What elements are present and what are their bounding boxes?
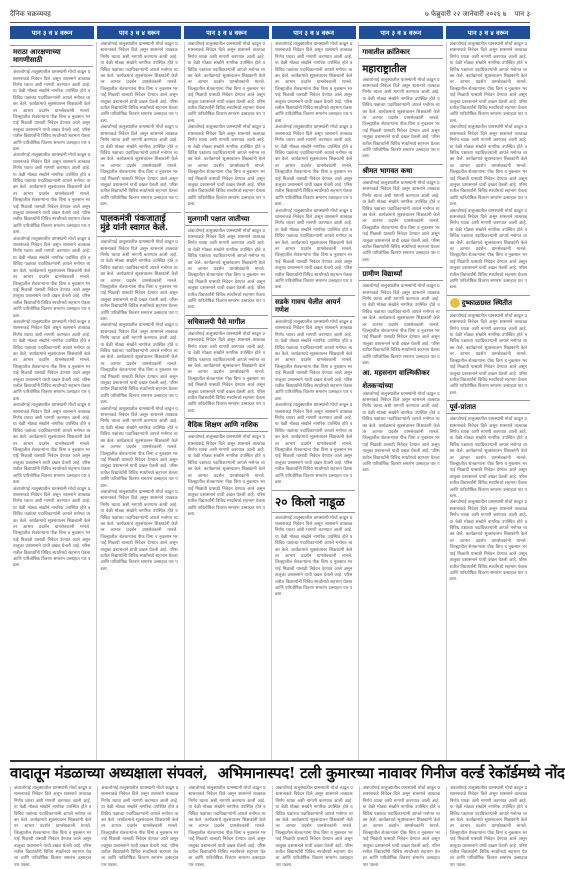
article-body: अंबाजोगाई तालुक्यातील ग्रामस्थांनी मोर्चा काढून प्रशासनाकडे निवेदन दिले असून शासनाने तात्काळ निर्णय घ्यावा अशी मागणी करण्यात आली आहे. या वेळी मोठ्या संख्येने नागरिक उपस्थित होते व विविध पक्षांच्या पदाधिकाऱ्यांनी आपले मनोगत व्यक्त केले. कार्यक्रमाचे सूत्रसंचालन शिक्षकांनी केले तर आभार प्रदर्शन ग्रामसेवकांनी मानले. जिल्ह्यातील शेतकऱ्यांना पीक विमा व नुकसान भरपाई मिळावी यासाठी निवेदन देण्यात आले असून तालुका प्रशासनाने याची दखल घेतली आहे. परिसरातील विद्यार्थ्यांनी विविध स्पर्धांमध्ये सहभाग घेतला आणि पारितोषिक वितरण समारंभ उत्साहात पार पडला.: [274, 125, 353, 208]
article-headline: गावातील क्रांतिकार: [359, 45, 442, 59]
article-headline: २० किलो नाडूळ: [272, 490, 355, 513]
bottom-column: [359, 786, 443, 868]
page-number: पान ३: [514, 9, 530, 18]
article-body: अंबाजोगाई तालुक्यातील ग्रामस्थांनी मोर्चा काढून प्रशासनाकडे निवेदन दिले असून शासनाने तात्काळ निर्णय घ्यावा अशी मागणी करण्यात आली आहे. या वेळी मोठ्या संख्येने नागरिक उपस्थित होते व विविध पक्षांच्या पदाधिकाऱ्यांनी आपले मनोगत व्यक्त केले. कार्यक्रमाचे सूत्रसंचालन शिक्षकांनी केले तर आभार प्रदर्शन ग्रामसेवकांनी मानले. जिल्ह्यातील शेतकऱ्यांना पीक विमा व नुकसान भरपाई मिळावी यासाठी निवेदन देण्यात आले असून तालुका प्रशासनाने याची दखल घेतली आहे. परिसरातील विद्यार्थ्यांनी विविध स्पर्धांमध्ये सहभाग घेतला आणि पारितोषिक वितरण समारंभ उत्साहात पार पडला.: [13, 153, 91, 236]
article-body: अंबाजोगाई तालुक्यातील ग्रामस्थांनी मोर्चा काढून प्रशासनाकडे निवेदन दिले असून शासनाने तात्काळ निर्णय घ्यावा अशी मागणी करण्यात आली आहे. या वेळी मोठ्या संख्येने नागरिक उपस्थित होते व विविध पक्षांच्या पदाधिकाऱ्यांनी आपले मनोगत व्यक्त केले. कार्यक्रमाचे सूत्रसंचालन शिक्षकांनी केले तर आभार प्रदर्शन ग्रामसेवकांनी मानले. जिल्ह्यातील शेतकऱ्यांना पीक विमा व नुकसान भरपाई मिळावी यासाठी निवेदन देण्यात आले असून तालुका प्रशासनाने याची दखल घेतली आहे. परिसरातील विद्यार्थ्यांनी विविध स्पर्धांमध्ये सहभाग घेतला आणि पारितोषिक वितरण समारंभ उत्साहात पार पडला.: [100, 489, 178, 572]
column-6: [446, 42, 530, 760]
article-body: अंबाजोगाई तालुक्यातील ग्रामस्थांनी मोर्चा काढून प्रशासनाकडे निवेदन दिले असून शासनाने तात्काळ निर्णय घ्यावा अशी मागणी करण्यात आली आहे. या वेळी मोठ्या संख्येने नागरिक उपस्थित होते व विविध पक्षांच्या पदाधिकाऱ्यांनी आपले मनोगत व्यक्त केले. कार्यक्रमाचे सूत्रसंचालन शिक्षकांनी केले तर आभार प्रदर्शन ग्रामसेवकांनी मानले. जिल्ह्यातील शेतकऱ्यांना पीक विमा व नुकसान भरपाई मिळावी यासाठी निवेदन देण्यात आले असून तालुका प्रशासनाने याची दखल घेतली आहे. परिसरातील विद्यार्थ्यांनी विविध स्पर्धांमध्ये सहभाग घेतला आणि पारितोषिक वितरण समारंभ उत्साहात पार पडला.: [362, 391, 440, 474]
article-headline: पूर्व-प्रांतात: [447, 400, 530, 414]
article-headline: मुलगामी पक्षात जातीच्या: [185, 212, 268, 226]
bottom-column: [97, 786, 181, 868]
article-body: अंबाजोगाई तालुक्यातील ग्रामस्थांनी मोर्चा काढून प्रशासनाकडे निवेदन दिले असून शासनाने तात्काळ निर्णय घ्यावा अशी मागणी करण्यात आली आहे. या वेळी मोठ्या संख्येने नागरिक उपस्थित होते व विविध पक्षांच्या पदाधिकाऱ्यांनी आपले मनोगत व्यक्त केले. कार्यक्रमाचे सूत्रसंचालन शिक्षकांनी केले तर आभार प्रदर्शन ग्रामसेवकांनी मानले. जिल्ह्यातील शेतकऱ्यांना पीक विमा व नुकसान भरपाई मिळावी यासाठी निवेदन देण्यात आले असून तालुका प्रशासनाने याची दखल घेतली आहे. परिसरातील विद्यार्थ्यांनी विविध स्पर्धांमध्ये सहभाग घेतला आणि पारितोषिक वितरण समारंभ उत्साहात पार पडला.: [100, 240, 178, 322]
column-5: [358, 42, 442, 760]
column-header-bar: [10, 26, 530, 39]
article-body: अंबाजोगाई तालुक्यातील ग्रामस्थांनी मोर्चा काढून प्रशासनाकडे निवेदन दिले असून शासनाने तात्काळ निर्णय घ्यावा अशी मागणी करण्यात आली आहे. या वेळी मोठ्या संख्येने नागरिक उपस्थित होते व विविध पक्षांच्या पदाधिकाऱ्यांनी आपले मनोगत व्यक्त केले. कार्यक्रमाचे सूत्रसंचालन शिक्षकांनी केले तर आभार प्रदर्शन ग्रामसेवकांनी मानले. जिल्ह्यातील शेतकऱ्यांना पीक विमा व नुकसान भरपाई मिळावी यासाठी निवेदन देण्यात आले असून तालुका प्रशासनाने याची दखल घेतली आहे. परिसरातील विद्यार्थ्यांनी विविध स्पर्धांमध्ये सहभाग घेतला आणि पारितोषिक वितरण समारंभ उत्साहात पार पडला.: [13, 70, 91, 152]
article-body: अंबाजोगाई तालुक्यातील ग्रामस्थांनी मोर्चा काढून प्रशासनाकडे निवेदन दिले असून शासनाने तात्काळ निर्णय घ्यावा अशी मागणी करण्यात आली आहे. या वेळी मोठ्या संख्येने नागरिक उपस्थित होते व विविध पक्षांच्या पदाधिकाऱ्यांनी आपले मनोगत व्यक्त केले. कार्यक्रमाचे सूत्रसंचालन शिक्षकांनी केले तर आभार प्रदर्शन ग्रामसेवकांनी मानले. जिल्ह्यातील शेतकऱ्यांना पीक विमा व नुकसान भरपाई मिळावी यासाठी निवेदन देण्यात आले असून तालुका प्रशासनाने याची दखल घेतली आहे. परिसरातील विद्यार्थ्यांनी विविध स्पर्धांमध्ये सहभाग घेतला आणि पारितोषिक वितरण समारंभ उत्साहात पार पडला.: [274, 403, 353, 486]
article-body: अंबाजोगाई तालुक्यातील ग्रामस्थांनी मोर्चा काढून प्रशासनाकडे निवेदन दिले असून शासनाने तात्काळ निर्णय घ्यावा अशी मागणी करण्यात आली आहे. या वेळी मोठ्या संख्येने नागरिक उपस्थित होते व विविध पक्षांच्या पदाधिकाऱ्यांनी आपले मनोगत व्यक्त केले. कार्यक्रमाचे सूत्रसंचालन शिक्षकांनी केले तर आभार प्रदर्शन ग्रामसेवकांनी मानले. जिल्ह्यातील शेतकऱ्यांना पीक विमा व नुकसान भरपाई मिळावी यासाठी निवेदन देण्यात आले असून तालुका प्रशासनाने याची दखल घेतली आहे. परिसरातील विद्यार्थ्यांनी विविध स्पर्धांमध्ये सहभाग घेतला आणि पारितोषिक वितरण समारंभ उत्साहात पार पडला.: [100, 406, 178, 489]
article-body: अंबाजोगाई तालुक्यातील ग्रामस्थांनी मोर्चा काढून प्रशासनाकडे निवेदन दिले असून शासनाने तात्काळ निर्णय घ्यावा अशी मागणी करण्यात आली आहे. या वेळी मोठ्या संख्येने नागरिक उपस्थित होते व विविध पक्षांच्या पदाधिकाऱ्यांनी आपले मनोगत व्यक्त केले. कार्यक्रमाचे सूत्रसंचालन शिक्षकांनी केले तर आभार प्रदर्शन ग्रामसेवकांनी मानले. जिल्ह्यातील शेतकऱ्यांना पीक विमा व नुकसान भरपाई मिळावी यासाठी निवेदन देण्यात आले असून तालुका प्रशासनाने याची दखल घेतली आहे. परिसरातील विद्यार्थ्यांनी विविध स्पर्धांमध्ये सहभाग घेतला आणि पारितोषिक वितरण समारंभ उत्साहात पार पडला.: [449, 500, 527, 583]
article-body: अंबाजोगाई तालुक्यातील ग्रामस्थांनी मोर्चा काढून प्रशासनाकडे निवेदन दिले असून शासनाने तात्काळ निर्णय घ्यावा अशी मागणी करण्यात आली आहे. या वेळी मोठ्या संख्येने नागरिक उपस्थित होते व विविध पक्षांच्या पदाधिकाऱ्यांनी आपले मनोगत व्यक्त केले. कार्यक्रमाचे सूत्रसंचालन शिक्षकांनी केले तर आभार प्रदर्शन ग्रामसेवकांनी मानले. जिल्ह्यातील शेतकऱ्यांना पीक विमा व नुकसान भरपाई मिळावी यासाठी निवेदन देण्यात आले असून तालुका प्रशासनाने याची दखल घेतली आहे. परिसरातील विद्यार्थ्यांनी विविध स्पर्धांमध्ये सहभाग घेतला आणि पारितोषिक वितरण समारंभ उत्साहात पार पडला.: [275, 786, 353, 868]
article-body: अंबाजोगाई तालुक्यातील ग्रामस्थांनी मोर्चा काढून प्रशासनाकडे निवेदन दिले असून शासनाने तात्काळ निर्णय घ्यावा अशी मागणी करण्यात आली आहे. या वेळी मोठ्या संख्येने नागरिक उपस्थित होते व विविध पक्षांच्या पदाधिकाऱ्यांनी आपले मनोगत व्यक्त केले. कार्यक्रमाचे सूत्रसंचालन शिक्षकांनी केले तर आभार प्रदर्शन ग्रामसेवकांनी मानले. जिल्ह्यातील शेतकऱ्यांना पीक विमा व नुकसान भरपाई मिळावी यासाठी निवेदन देण्यात आले असून तालुका प्रशासनाने याची दखल घेतली आहे. परिसरातील विद्यार्थ्यांनी विविध स्पर्धांमध्ये सहभाग घेतला आणि पारितोषिक वितरण समारंभ उत्साहात पार पडला.: [187, 228, 265, 311]
masthead-rule: [10, 22, 530, 23]
article-body: अंबाजोगाई तालुक्यातील ग्रामस्थांनी मोर्चा काढून प्रशासनाकडे निवेदन दिले असून शासनाने तात्काळ निर्णय घ्यावा अशी मागणी करण्यात आली आहे. या वेळी मोठ्या संख्येने नागरिक उपस्थित होते व विविध पक्षांच्या पदाधिकाऱ्यांनी आपले मनोगत व्यक्त केले. कार्यक्रमाचे सूत्रसंचालन शिक्षकांनी केले तर आभार प्रदर्शन ग्रामसेवकांनी मानले. जिल्ह्यातील शेतकऱ्यांना पीक विमा व नुकसान भरपाई मिळावी यासाठी निवेदन देण्यात आले असून तालुका प्रशासनाने याची दखल घेतली आहे. परिसरातील विद्यार्थ्यांनी विविध स्पर्धांमध्ये सहभाग घेतला आणि पारितोषिक वितरण समारंभ उत्साहात पार पडला.: [13, 403, 91, 486]
article-body: अंबाजोगाई तालुक्यातील ग्रामस्थांनी मोर्चा काढून प्रशासनाकडे निवेदन दिले असून शासनाने तात्काळ निर्णय घ्यावा अशी मागणी करण्यात आली आहे. या वेळी मोठ्या संख्येने नागरिक उपस्थित होते व विविध पक्षांच्या पदाधिकाऱ्यांनी आपले मनोगत व्यक्त केले. कार्यक्रमाचे सूत्रसंचालन शिक्षकांनी केले तर आभार प्रदर्शन ग्रामसेवकांनी मानले. जिल्ह्यातील शेतकऱ्यांना पीक विमा व नुकसान भरपाई मिळावी यासाठी निवेदन देण्यात आले असून तालुका प्रशासनाने याची दखल घेतली आहे. परिसरातील विद्यार्थ्यांनी विविध स्पर्धांमध्ये सहभाग घेतला आणि पारितोषिक वितरण समारंभ उत्साहात पार पडला.: [13, 319, 91, 402]
article-body: अंबाजोगाई तालुक्यातील ग्रामस्थांनी मोर्चा काढून प्रशासनाकडे निवेदन दिले असून शासनाने तात्काळ निर्णय घ्यावा अशी मागणी करण्यात आली आहे. या वेळी मोठ्या संख्येने नागरिक उपस्थित होते व विविध पक्षांच्या पदाधिकाऱ्यांनी आपले मनोगत व्यक्त केले. कार्यक्रमाचे सूत्रसंचालन शिक्षकांनी केले तर आभार प्रदर्शन ग्रामसेवकांनी मानले. जिल्ह्यातील शेतकऱ्यांना पीक विमा व नुकसान भरपाई मिळावी यासाठी निवेदन देण्यात आले असून तालुका प्रशासनाने याची दखल घेतली आहे. परिसरातील विद्यार्थ्यांनी विविध स्पर्धांमध्ये सहभाग घेतला आणि पारितोषिक वितरण समारंभ उत्साहात पार पडला.: [187, 331, 265, 414]
column-1: [10, 42, 93, 760]
column-tab: पान ३ व ४ वरून: [97, 26, 181, 39]
article-body: अंबाजोगाई तालुक्यातील ग्रामस्थांनी मोर्चा काढून प्रशासनाकडे निवेदन दिले असून शासनाने तात्काळ निर्णय घ्यावा अशी मागणी करण्यात आली आहे. या वेळी मोठ्या संख्येने नागरिक उपस्थित होते व विविध पक्षांच्या पदाधिकाऱ्यांनी आपले मनोगत व्यक्त केले. कार्यक्रमाचे सूत्रसंचालन शिक्षकांनी केले तर आभार प्रदर्शन ग्रामसेवकांनी मानले. जिल्ह्यातील शेतकऱ्यांना पीक विमा व नुकसान भरपाई मिळावी यासाठी निवेदन देण्यात आले असून तालुका प्रशासनाने याची दखल घेतली आहे. परिसरातील विद्यार्थ्यांनी विविध स्पर्धांमध्ये सहभाग घेतला आणि पारितोषिक वितरण समारंभ उत्साहात पार पडला.: [274, 208, 353, 291]
article-headline-text: दुष्काळग्रस्त स्थितीत: [461, 297, 512, 307]
banner-headline-left: वादातून मंडळाच्या अध्यक्षाला संपवलं,: [10, 764, 208, 782]
column-4: [271, 42, 355, 760]
article-body: अंबाजोगाई तालुक्यातील ग्रामस्थांनी मोर्चा काढून प्रशासनाकडे निवेदन दिले असून शासनाने तात्काळ निर्णय घ्यावा अशी मागणी करण्यात आली आहे. या वेळी मोठ्या संख्येने नागरिक उपस्थित होते व विविध पक्षांच्या पदाधिकाऱ्यांनी आपले मनोगत व्यक्त केले. कार्यक्रमाचे सूत्रसंचालन शिक्षकांनी केले तर आभार प्रदर्शन ग्रामसेवकांनी मानले. जिल्ह्यातील शेतकऱ्यांना पीक विमा व नुकसान भरपाई मिळावी यासाठी निवेदन देण्यात आले असून तालुका प्रशासनाने याची दखल घेतली आहे. परिसरातील विद्यार्थ्यांनी विविध स्पर्धांमध्ये सहभाग घेतला आणि पारितोषिक वितरण समारंभ उत्साहात पार पडला.: [14, 786, 92, 868]
article-body: अंबाजोगाई तालुक्यातील ग्रामस्थांनी मोर्चा काढून प्रशासनाकडे निवेदन दिले असून शासनाने तात्काळ निर्णय घ्यावा अशी मागणी करण्यात आली आहे. या वेळी मोठ्या संख्येने नागरिक उपस्थित होते व विविध पक्षांच्या पदाधिकाऱ्यांनी आपले मनोगत व्यक्त केले. कार्यक्रमाचे सूत्रसंचालन शिक्षकांनी केले तर आभार प्रदर्शन ग्रामसेवकांनी मानले. जिल्ह्यातील शेतकऱ्यांना पीक विमा व नुकसान भरपाई मिळावी यासाठी निवेदन देण्यात आले असून तालुका प्रशासनाने याची दखल घेतली आहे. परिसरातील विद्यार्थ्यांनी विविध स्पर्धांमध्ये सहभाग घेतला आणि पारितोषिक वितरण समारंभ उत्साहात पार पडला.: [449, 313, 527, 396]
column-tab: पान ३ व ४ वरून: [10, 26, 94, 39]
article-body: अंबाजोगाई तालुक्यातील ग्रामस्थांनी मोर्चा काढून प्रशासनाकडे निवेदन दिले असून शासनाने तात्काळ निर्णय घ्यावा अशी मागणी करण्यात आली आहे. या वेळी मोठ्या संख्येने नागरिक उपस्थित होते व विविध पक्षांच्या पदाधिकाऱ्यांनी आपले मनोगत व्यक्त केले. कार्यक्रमाचे सूत्रसंचालन शिक्षकांनी केले तर आभार प्रदर्शन ग्रामसेवकांनी मानले. जिल्ह्यातील शेतकऱ्यांना पीक विमा व नुकसान भरपाई मिळावी यासाठी निवेदन देण्यात आले असून तालुका प्रशासनाने याची दखल घेतली आहे. परिसरातील विद्यार्थ्यांनी विविध स्पर्धांमध्ये सहभाग घेतला आणि पारितोषिक वितरण समारंभ उत्साहात पार पडला.: [449, 208, 527, 291]
article-body: अंबाजोगाई तालुक्यातील ग्रामस्थांनी मोर्चा काढून प्रशासनाकडे निवेदन दिले असून शासनाने तात्काळ निर्णय घ्यावा अशी मागणी करण्यात आली आहे. या वेळी मोठ्या संख्येने नागरिक उपस्थित होते व विविध पक्षांच्या पदाधिकाऱ्यांनी आपले मनोगत व्यक्त केले. कार्यक्रमाचे सूत्रसंचालन शिक्षकांनी केले तर आभार प्रदर्शन ग्रामसेवकांनी मानले. जिल्ह्यातील शेतकऱ्यांना पीक विमा व नुकसान भरपाई मिळावी यासाठी निवेदन देण्यात आले असून तालुका प्रशासनाने याची दखल घेतली आहे. परिसरातील विद्यार्थ्यांनी विविध स्पर्धांमध्ये सहभाग घेतला आणि पारितोषिक वितरण समारंभ उत्साहात पार पडला.: [187, 42, 265, 124]
article-headline: मराठा आरक्षणाच्या मागणीसाठी: [10, 45, 93, 67]
article-body: अंबाजोगाई तालुक्यातील ग्रामस्थांनी मोर्चा काढून प्रशासनाकडे निवेदन दिले असून शासनाने तात्काळ निर्णय घ्यावा अशी मागणी करण्यात आली आहे. या वेळी मोठ्या संख्येने नागरिक उपस्थित होते व विविध पक्षांच्या पदाधिकाऱ्यांनी आपले मनोगत व्यक्त केले. कार्यक्रमाचे सूत्रसंचालन शिक्षकांनी केले तर आभार प्रदर्शन ग्रामसेवकांनी मानले. जिल्ह्यातील शेतकऱ्यांना पीक विमा व नुकसान भरपाई मिळावी यासाठी निवेदन देण्यात आले असून तालुका प्रशासनाने याची दखल घेतली आहे. परिसरातील विद्यार्थ्यांनी विविध स्पर्धांमध्ये सहभाग घेतला आणि पारितोषिक वितरण समारंभ उत्साहात पार पडला.: [362, 180, 440, 263]
article-body: अंबाजोगाई तालुक्यातील ग्रामस्थांनी मोर्चा काढून प्रशासनाकडे निवेदन दिले असून शासनाने तात्काळ निर्णय घ्यावा अशी मागणी करण्यात आली आहे. या वेळी मोठ्या संख्येने नागरिक उपस्थित होते व विविध पक्षांच्या पदाधिकाऱ्यांनी आपले मनोगत व्यक्त केले. कार्यक्रमाचे सूत्रसंचालन शिक्षकांनी केले तर आभार प्रदर्शन ग्रामसेवकांनी मानले. जिल्ह्यातील शेतकऱ्यांना पीक विमा व नुकसान भरपाई मिळावी यासाठी निवेदन देण्यात आले असून तालुका प्रशासनाने याची दखल घेतली आहे. परिसरातील विद्यार्थ्यांनी विविध स्पर्धांमध्ये सहभाग घेतला आणि पारितोषिक वितरण समारंभ उत्साहात पार पडला.: [188, 786, 266, 868]
bottom-column: [184, 786, 268, 868]
article-headline: श्रीमत भागवत कथा: [359, 164, 442, 178]
article-columns: [10, 42, 530, 760]
article-headline: वैदिक शिक्षण आणि नाशिक: [185, 418, 268, 432]
article-body: अंबाजोगाई तालुक्यातील ग्रामस्थांनी मोर्चा काढून प्रशासनाकडे निवेदन दिले असून शासनाने तात्काळ निर्णय घ्यावा अशी मागणी करण्यात आली आहे. या वेळी मोठ्या संख्येने नागरिक उपस्थित होते व विविध पक्षांच्या पदाधिकाऱ्यांनी आपले मनोगत व्यक्त केले. कार्यक्रमाचे सूत्रसंचालन शिक्षकांनी केले तर आभार प्रदर्शन ग्रामसेवकांनी मानले. जिल्ह्यातील शेतकऱ्यांना पीक विमा व नुकसान भरपाई मिळावी यासाठी निवेदन देण्यात आले असून तालुका प्रशासनाने याची दखल घेतली आहे. परिसरातील विद्यार्थ्यांनी विविध स्पर्धांमध्ये सहभाग घेतला आणि पारितोषिक वितरण समारंभ उत्साहात पार पडला.: [449, 42, 527, 124]
article-body: अंबाजोगाई तालुक्यातील ग्रामस्थांनी मोर्चा काढून प्रशासनाकडे निवेदन दिले असून शासनाने तात्काळ निर्णय घ्यावा अशी मागणी करण्यात आली आहे. या वेळी मोठ्या संख्येने नागरिक उपस्थित होते व विविध पक्षांच्या पदाधिकाऱ्यांनी आपले मनोगत व्यक्त केले. कार्यक्रमाचे सूत्रसंचालन शिक्षकांनी केले तर आभार प्रदर्शन ग्रामसेवकांनी मानले. जिल्ह्यातील शेतकऱ्यांना पीक विमा व नुकसान भरपाई मिळावी यासाठी निवेदन देण्यात आले असून तालुका प्रशासनाने याची दखल घेतली आहे. परिसरातील विद्यार्थ्यांनी विविध स्पर्धांमध्ये सहभाग घेतला आणि पारितोषिक वितरण समारंभ उत्साहात पार पडला.: [187, 435, 265, 518]
article-body: अंबाजोगाई तालुक्यातील ग्रामस्थांनी मोर्चा काढून प्रशासनाकडे निवेदन दिले असून शासनाने तात्काळ निर्णय घ्यावा अशी मागणी करण्यात आली आहे. या वेळी मोठ्या संख्येने नागरिक उपस्थित होते व विविध पक्षांच्या पदाधिकाऱ्यांनी आपले मनोगत व्यक्त केले. कार्यक्रमाचे सूत्रसंचालन शिक्षकांनी केले तर आभार प्रदर्शन ग्रामसेवकांनी मानले. जिल्ह्यातील शेतकऱ्यांना पीक विमा व नुकसान भरपाई मिळावी यासाठी निवेदन देण्यात आले असून तालुका प्रशासनाने याची दखल घेतली आहे. परिसरातील विद्यार्थ्यांनी विविध स्पर्धांमध्ये सहभाग घेतला आणि पारितोषिक वितरण समारंभ उत्साहात पार पडला.: [100, 125, 178, 208]
article-body: अंबाजोगाई तालुक्यातील ग्रामस्थांनी मोर्चा काढून प्रशासनाकडे निवेदन दिले असून शासनाने तात्काळ निर्णय घ्यावा अशी मागणी करण्यात आली आहे. या वेळी मोठ्या संख्येने नागरिक उपस्थित होते व विविध पक्षांच्या पदाधिकाऱ्यांनी आपले मनोगत व्यक्त केले. कार्यक्रमाचे सूत्रसंचालन शिक्षकांनी केले तर आभार प्रदर्शन ग्रामसेवकांनी मानले. जिल्ह्यातील शेतकऱ्यांना पीक विमा व नुकसान भरपाई मिळावी यासाठी निवेदन देण्यात आले असून तालुका प्रशासनाने याची दखल घेतली आहे. परिसरातील विद्यार्थ्यांनी विविध स्पर्धांमध्ये सहभाग घेतला आणि पारितोषिक वितरण समारंभ उत्साहात पार पडला.: [362, 786, 440, 868]
article-body: अंबाजोगाई तालुक्यातील ग्रामस्थांनी मोर्चा काढून प्रशासनाकडे निवेदन दिले असून शासनाने तात्काळ निर्णय घ्यावा अशी मागणी करण्यात आली आहे. या वेळी मोठ्या संख्येने नागरिक उपस्थित होते व विविध पक्षांच्या पदाधिकाऱ्यांनी आपले मनोगत व्यक्त केले. कार्यक्रमाचे सूत्रसंचालन शिक्षकांनी केले तर आभार प्रदर्शन ग्रामसेवकांनी मानले. जिल्ह्यातील शेतकऱ्यांना पीक विमा व नुकसान भरपाई मिळावी यासाठी निवेदन देण्यात आले असून तालुका प्रशासनाने याची दखल घेतली आहे. परिसरातील विद्यार्थ्यांनी विविध स्पर्धांमध्ये सहभाग घेतला आणि पारितोषिक वितरण समारंभ उत्साहात पार पडला.: [274, 515, 353, 598]
article-headline: ग्रामीण विद्यार्थ्यां: [359, 267, 442, 281]
article-headline: सचिवालयी पैसे मागील: [185, 315, 268, 329]
bottom-column: [272, 786, 356, 868]
bottom-banner: [10, 762, 565, 784]
article-body: अंबाजोगाई तालुक्यातील ग्रामस्थांनी मोर्चा काढून प्रशासनाकडे निवेदन दिले असून शासनाने तात्काळ निर्णय घ्यावा अशी मागणी करण्यात आली आहे. या वेळी मोठ्या संख्येने नागरिक उपस्थित होते व विविध पक्षांच्या पदाधिकाऱ्यांनी आपले मनोगत व्यक्त केले. कार्यक्रमाचे सूत्रसंचालन शिक्षकांनी केले तर आभार प्रदर्शन ग्रामसेवकांनी मानले. जिल्ह्यातील शेतकऱ्यांना पीक विमा व नुकसान भरपाई मिळावी यासाठी निवेदन देण्यात आले असून तालुका प्रशासनाने याची दखल घेतली आहे. परिसरातील विद्यार्थ्यांनी विविध स्पर्धांमध्ये सहभाग घेतला आणि पारितोषिक वितरण समारंभ उत्साहात पार पडला.: [362, 284, 440, 367]
bottom-column: [10, 786, 94, 868]
article-body: अंबाजोगाई तालुक्यातील ग्रामस्थांनी मोर्चा काढून प्रशासनाकडे निवेदन दिले असून शासनाने तात्काळ निर्णय घ्यावा अशी मागणी करण्यात आली आहे. या वेळी मोठ्या संख्येने नागरिक उपस्थित होते व विविध पक्षांच्या पदाधिकाऱ्यांनी आपले मनोगत व्यक्त केले. कार्यक्रमाचे सूत्रसंचालन शिक्षकांनी केले तर आभार प्रदर्शन ग्रामसेवकांनी मानले. जिल्ह्यातील शेतकऱ्यांना पीक विमा व नुकसान भरपाई मिळावी यासाठी निवेदन देण्यात आले असून तालुका प्रशासनाने याची दखल घेतली आहे. परिसरातील विद्यार्थ्यांनी विविध स्पर्धांमध्ये सहभाग घेतला आणि पारितोषिक वितरण समारंभ उत्साहात पार पडला.: [449, 125, 527, 208]
article-headline: महाराष्ट्रातील: [362, 64, 407, 76]
article-body: अंबाजोगाई तालुक्यातील ग्रामस्थांनी मोर्चा काढून प्रशासनाकडे निवेदन दिले असून शासनाने तात्काळ निर्णय घ्यावा अशी मागणी करण्यात आली आहे. या वेळी मोठ्या संख्येने नागरिक उपस्थित होते व विविध पक्षांच्या पदाधिकाऱ्यांनी आपले मनोगत व्यक्त केले. कार्यक्रमाचे सूत्रसंचालन शिक्षकांनी केले तर आभार प्रदर्शन ग्रामसेवकांनी मानले. जिल्ह्यातील शेतकऱ्यांना पीक विमा व नुकसान भरपाई मिळावी यासाठी निवेदन देण्यात आले असून तालुका प्रशासनाने याची दखल घेतली आहे. परिसरातील विद्यार्थ्यांनी विविध स्पर्धांमध्ये सहभाग घेतला आणि पारितोषिक वितरण समारंभ उत्साहात पार पडला.: [13, 236, 91, 319]
article-headline: सडके गावच चेलीत आयर्न गणेश: [272, 295, 355, 317]
article-body: अंबाजोगाई तालुक्यातील ग्रामस्थांनी मोर्चा काढून प्रशासनाकडे निवेदन दिले असून शासनाने तात्काळ निर्णय घ्यावा अशी मागणी करण्यात आली आहे. या वेळी मोठ्या संख्येने नागरिक उपस्थित होते व विविध पक्षांच्या पदाधिकाऱ्यांनी आपले मनोगत व्यक्त केले. कार्यक्रमाचे सूत्रसंचालन शिक्षकांनी केले तर आभार प्रदर्शन ग्रामसेवकांनी मानले. जिल्ह्यातील शेतकऱ्यांना पीक विमा व नुकसान भरपाई मिळावी यासाठी निवेदन देण्यात आले असून तालुका प्रशासनाने याची दखल घेतली आहे. परिसरातील विद्यार्थ्यांनी विविध स्पर्धांमध्ये सहभाग घेतला आणि पारितोषिक वितरण समारंभ उत्साहात पार पडला.: [274, 319, 353, 402]
article-body: अंबाजोगाई तालुक्यातील ग्रामस्थांनी मोर्चा काढून प्रशासनाकडे निवेदन दिले असून शासनाने तात्काळ निर्णय घ्यावा अशी मागणी करण्यात आली आहे. या वेळी मोठ्या संख्येने नागरिक उपस्थित होते व विविध पक्षांच्या पदाधिकाऱ्यांनी आपले मनोगत व्यक्त केले. कार्यक्रमाचे सूत्रसंचालन शिक्षकांनी केले तर आभार प्रदर्शन ग्रामसेवकांनी मानले. जिल्ह्यातील शेतकऱ्यांना पीक विमा व नुकसान भरपाई मिळावी यासाठी निवेदन देण्यात आले असून तालुका प्रशासनाने याची दखल घेतली आहे. परिसरातील विद्यार्थ्यांनी विविध स्पर्धांमध्ये सहभाग घेतला आणि पारितोषिक वितरण समारंभ उत्साहात पार पडला.: [449, 786, 528, 868]
column-tab: पान ३ व ४ वरून: [184, 26, 268, 39]
column-tab: पान ३ व ४ वरून: [446, 26, 530, 39]
column-tab: पान ३ व ४ वरून: [359, 26, 443, 39]
article-body: अंबाजोगाई तालुक्यातील ग्रामस्थांनी मोर्चा काढून प्रशासनाकडे निवेदन दिले असून शासनाने तात्काळ निर्णय घ्यावा अशी मागणी करण्यात आली आहे. या वेळी मोठ्या संख्येने नागरिक उपस्थित होते व विविध पक्षांच्या पदाधिकाऱ्यांनी आपले मनोगत व्यक्त केले. कार्यक्रमाचे सूत्रसंचालन शिक्षकांनी केले तर आभार प्रदर्शन ग्रामसेवकांनी मानले. जिल्ह्यातील शेतकऱ्यांना पीक विमा व नुकसान भरपाई मिळावी यासाठी निवेदन देण्यात आले असून तालुका प्रशासनाने याची दखल घेतली आहे. परिसरातील विद्यार्थ्यांनी विविध स्पर्धांमध्ये सहभाग घेतला आणि पारितोषिक वितरण समारंभ उत्साहात पार पडला.: [362, 77, 440, 160]
sun-icon: [450, 298, 460, 308]
article-body: अंबाजोगाई तालुक्यातील ग्रामस्थांनी मोर्चा काढून प्रशासनाकडे निवेदन दिले असून शासनाने तात्काळ निर्णय घ्यावा अशी मागणी करण्यात आली आहे. या वेळी मोठ्या संख्येने नागरिक उपस्थित होते व विविध पक्षांच्या पदाधिकाऱ्यांनी आपले मनोगत व्यक्त केले. कार्यक्रमाचे सूत्रसंचालन शिक्षकांनी केले तर आभार प्रदर्शन ग्रामसेवकांनी मानले. जिल्ह्यातील शेतकऱ्यांना पीक विमा व नुकसान भरपाई मिळावी यासाठी निवेदन देण्यात आले असून तालुका प्रशासनाने याची दखल घेतली आहे. परिसरातील विद्यार्थ्यांनी विविध स्पर्धांमध्ये सहभाग घेतला आणि पारितोषिक वितरण समारंभ उत्साहात पार पडला.: [100, 323, 178, 406]
article-body: अंबाजोगाई तालुक्यातील ग्रामस्थांनी मोर्चा काढून प्रशासनाकडे निवेदन दिले असून शासनाने तात्काळ निर्णय घ्यावा अशी मागणी करण्यात आली आहे. या वेळी मोठ्या संख्येने नागरिक उपस्थित होते व विविध पक्षांच्या पदाधिकाऱ्यांनी आपले मनोगत व्यक्त केले. कार्यक्रमाचे सूत्रसंचालन शिक्षकांनी केले तर आभार प्रदर्शन ग्रामसेवकांनी मानले. जिल्ह्यातील शेतकऱ्यांना पीक विमा व नुकसान भरपाई मिळावी यासाठी निवेदन देण्यात आले असून तालुका प्रशासनाने याची दखल घेतली आहे. परिसरातील विद्यार्थ्यांनी विविध स्पर्धांमध्ये सहभाग घेतला आणि पारितोषिक वितरण समारंभ उत्साहात पार पडला.: [187, 125, 265, 208]
column-2: [96, 42, 180, 760]
column-3: [184, 42, 268, 760]
article-body: अंबाजोगाई तालुक्यातील ग्रामस्थांनी मोर्चा काढून प्रशासनाकडे निवेदन दिले असून शासनाने तात्काळ निर्णय घ्यावा अशी मागणी करण्यात आली आहे. या वेळी मोठ्या संख्येने नागरिक उपस्थित होते व विविध पक्षांच्या पदाधिकाऱ्यांनी आपले मनोगत व्यक्त केले. कार्यक्रमाचे सूत्रसंचालन शिक्षकांनी केले तर आभार प्रदर्शन ग्रामसेवकांनी मानले. जिल्ह्यातील शेतकऱ्यांना पीक विमा व नुकसान भरपाई मिळावी यासाठी निवेदन देण्यात आले असून तालुका प्रशासनाने याची दखल घेतली आहे. परिसरातील विद्यार्थ्यांनी विविध स्पर्धांमध्ये सहभाग घेतला आणि पारितोषिक वितरण समारंभ उत्साहात पार पडला.: [100, 42, 178, 124]
masthead: [10, 7, 530, 21]
issue-date: ७ फेब्रुवारी २२ जानेवारी २०२६ ७: [425, 9, 507, 18]
article-headline: [447, 295, 530, 311]
banner-headline-right: अभिमानास्पद! टली कुमारच्या नावावर गिनीज वर्ल्ड रेकॉर्डमध्ये नोंद: [217, 764, 565, 782]
article-headline: आ. महसनाग वाल्मिकीकर: [362, 368, 430, 378]
article-body: अंबाजोगाई तालुक्यातील ग्रामस्थांनी मोर्चा काढून प्रशासनाकडे निवेदन दिले असून शासनाने तात्काळ निर्णय घ्यावा अशी मागणी करण्यात आली आहे. या वेळी मोठ्या संख्येने नागरिक उपस्थित होते व विविध पक्षांच्या पदाधिकाऱ्यांनी आपले मनोगत व्यक्त केले. कार्यक्रमाचे सूत्रसंचालन शिक्षकांनी केले तर आभार प्रदर्शन ग्रामसेवकांनी मानले. जिल्ह्यातील शेतकऱ्यांना पीक विमा व नुकसान भरपाई मिळावी यासाठी निवेदन देण्यात आले असून तालुका प्रशासनाने याची दखल घेतली आहे. परिसरातील विद्यार्थ्यांनी विविध स्पर्धांमध्ये सहभाग घेतला आणि पारितोषिक वितरण समारंभ उत्साहात पार पडला.: [449, 417, 527, 500]
article-body: अंबाजोगाई तालुक्यातील ग्रामस्थांनी मोर्चा काढून प्रशासनाकडे निवेदन दिले असून शासनाने तात्काळ निर्णय घ्यावा अशी मागणी करण्यात आली आहे. या वेळी मोठ्या संख्येने नागरिक उपस्थित होते व विविध पक्षांच्या पदाधिकाऱ्यांनी आपले मनोगत व्यक्त केले. कार्यक्रमाचे सूत्रसंचालन शिक्षकांनी केले तर आभार प्रदर्शन ग्रामसेवकांनी मानले. जिल्ह्यातील शेतकऱ्यांना पीक विमा व नुकसान भरपाई मिळावी यासाठी निवेदन देण्यात आले असून तालुका प्रशासनाने याची दखल घेतली आहे. परिसरातील विद्यार्थ्यांनी विविध स्पर्धांमध्ये सहभाग घेतला आणि पारितोषिक वितरण समारंभ उत्साहात पार पडला.: [274, 42, 353, 124]
newspaper-name: दैनिक चक्रव्यवह: [10, 9, 51, 18]
bottom-columns: [10, 786, 530, 868]
bottom-column: [446, 786, 530, 868]
article-headline: शेतकऱ्यांच्या: [362, 380, 394, 390]
column-tab: पान ३ व ४ वरून: [272, 26, 356, 39]
article-body: अंबाजोगाई तालुक्यातील ग्रामस्थांनी मोर्चा काढून प्रशासनाकडे निवेदन दिले असून शासनाने तात्काळ निर्णय घ्यावा अशी मागणी करण्यात आली आहे. या वेळी मोठ्या संख्येने नागरिक उपस्थित होते व विविध पक्षांच्या पदाधिकाऱ्यांनी आपले मनोगत व्यक्त केले. कार्यक्रमाचे सूत्रसंचालन शिक्षकांनी केले तर आभार प्रदर्शन ग्रामसेवकांनी मानले. जिल्ह्यातील शेतकऱ्यांना पीक विमा व नुकसान भरपाई मिळावी यासाठी निवेदन देण्यात आले असून तालुका प्रशासनाने याची दखल घेतली आहे. परिसरातील विद्यार्थ्यांनी विविध स्पर्धांमध्ये सहभाग घेतला आणि पारितोषिक वितरण समारंभ उत्साहात पार पडला.: [13, 486, 91, 569]
article-body: अंबाजोगाई तालुक्यातील ग्रामस्थांनी मोर्चा काढून प्रशासनाकडे निवेदन दिले असून शासनाने तात्काळ निर्णय घ्यावा अशी मागणी करण्यात आली आहे. या वेळी मोठ्या संख्येने नागरिक उपस्थित होते व विविध पक्षांच्या पदाधिकाऱ्यांनी आपले मनोगत व्यक्त केले. कार्यक्रमाचे सूत्रसंचालन शिक्षकांनी केले तर आभार प्रदर्शन ग्रामसेवकांनी मानले. जिल्ह्यातील शेतकऱ्यांना पीक विमा व नुकसान भरपाई मिळावी यासाठी निवेदन देण्यात आले असून तालुका प्रशासनाने याची दखल घेतली आहे. परिसरातील विद्यार्थ्यांनी विविध स्पर्धांमध्ये सहभाग घेतला आणि पारितोषिक वितरण समारंभ उत्साहात पार पडला.: [101, 786, 179, 868]
article-headline: पालकमंत्री पंकजाताई मुंडे यांनी स्वागत केले.: [97, 212, 180, 238]
